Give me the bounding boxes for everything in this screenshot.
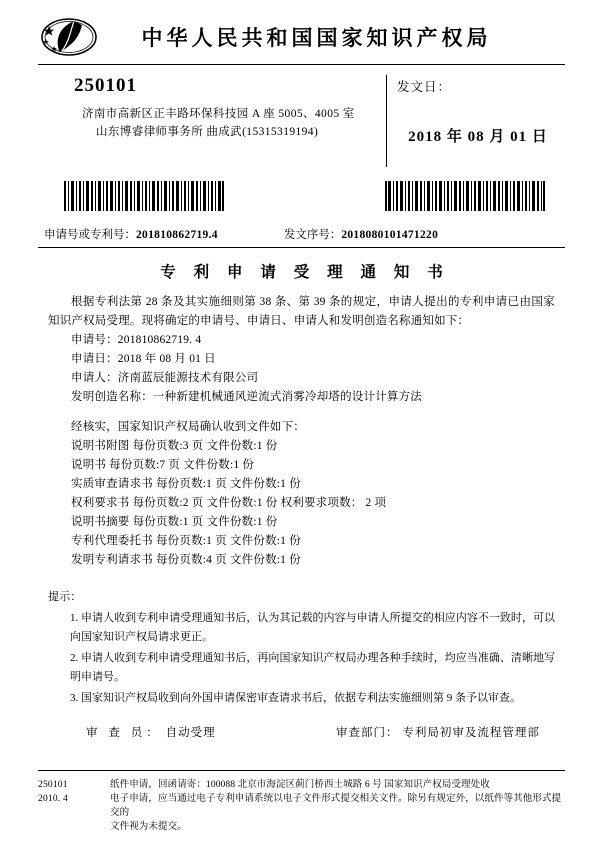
dispatch-serial-value: 2018080101471220 <box>341 229 439 241</box>
address-line-2: 山东博睿律师事务所 曲成武(15315319194) <box>96 126 319 138</box>
application-number-label: 申请号或专利号： <box>44 229 136 241</box>
examiner-field <box>38 724 336 740</box>
document-item-abstract: 说明书摘要 每份页数:1 页 文件份数:1 份 <box>71 516 278 528</box>
field-filing-date: 申请日：2018 年 08 月 01 日 <box>71 353 216 365</box>
address-zone <box>38 75 565 167</box>
issue-date-value: 2018 年 08 月 01 日 <box>408 129 548 145</box>
document-item-power-of-attorney: 专利代理委托书 每份页数:1 页 文件份数:1 份 <box>71 535 301 547</box>
field-application-number: 申请号：201810862719. 4 <box>71 334 202 346</box>
body-paragraph-1: 根据专利法第 28 条及其实施细则第 38 条、第 39 条的规定，申请人提出的专利申请已由国家知识产权局受理。现将确定的申请号、申请日、申请人和发明创造名称通知如下： <box>48 296 555 327</box>
examiner-value: 自动受理 <box>165 727 216 739</box>
notes-label: 提示： <box>48 591 82 603</box>
department-value: 专利局初审及流程管理部 <box>402 727 540 739</box>
document-footer <box>38 778 565 834</box>
numbers-row <box>38 226 565 242</box>
note-item-3: 3. 国家知识产权局收到向外国申请保密审查请求书后，依据专利法实施细则第 9 条予以审查。 <box>70 692 521 704</box>
numbers-gap <box>218 226 284 242</box>
dispatch-serial-label: 发文序号： <box>283 229 342 241</box>
department-label: 审查部门： <box>336 727 399 739</box>
national-emblem-icon <box>40 17 98 57</box>
field-applicant: 申请人：济南蓝辰能源技术有限公司 <box>71 372 259 384</box>
barcode-row <box>38 181 565 216</box>
application-number-value: 201810862719.4 <box>136 229 218 241</box>
signature-row <box>38 724 565 740</box>
issue-date-label: 发文日： <box>397 80 452 94</box>
footer-text <box>110 778 565 834</box>
org-title: 中华人民共和国国家知识产权局 <box>141 26 492 50</box>
note-item-2: 2. 申请人收到专利申请受理通知书后，再向国家知识产权局办理各种手续时，均应当准确、清晰地写明申请号。 <box>70 652 555 683</box>
document-item-drawings: 说明书附图 每份页数:3 页 文件份数:1 份 <box>71 440 278 452</box>
document-item-request-form: 发明专利请求书 每份页数:4 页 文件份数:1 份 <box>71 554 301 566</box>
footer-code-2: 2010. 4 <box>38 794 68 804</box>
address-line-1: 济南市高新区正丰路环保科技园 A 座 5005、4005 室 <box>82 108 355 120</box>
footer-text-line-2: 电子申请，应当通过电子专利申请系统以电子文件形式提交相关文件。除另有规定外，以纸件等其他形式提交的 <box>110 794 562 818</box>
footer-code-1: 250101 <box>38 780 68 790</box>
footer-text-line-1: 纸件申请，回函请寄：100088 北京市海淀区蓟门桥西土城路 6 号 国家知识产权局受理处收 <box>110 780 490 790</box>
address-block <box>38 75 376 167</box>
documents-received-lead: 经核实，国家知识产权局确认收到文件如下： <box>71 421 305 433</box>
dispatch-serial <box>284 226 438 242</box>
postal-code: 250101 <box>74 75 137 96</box>
header-divider <box>38 64 565 65</box>
application-number <box>44 226 218 242</box>
numbers-divider <box>38 247 565 248</box>
examiner-label: 审 查 员： <box>86 727 162 739</box>
department-field <box>336 724 540 740</box>
page-title: 专 利 申 请 受 理 通 知 书 <box>160 264 450 281</box>
field-invention-title: 发明创造名称：一种新建机械通风逆流式消雾冷却塔的设计计算方法 <box>71 391 422 403</box>
body-spacer <box>48 407 555 418</box>
document-item-claims: 权利要求书 每份页数:2 页 文件份数:1 份 权利要求项数： 2 项 <box>71 497 387 509</box>
issue-date-box <box>386 75 565 167</box>
footer-codes <box>38 778 110 834</box>
document-item-description: 说明书 每份页数:7 页 文件份数:1 份 <box>71 459 255 471</box>
dispatch-serial-barcode <box>385 181 545 216</box>
document-body <box>38 293 565 570</box>
footer-text-line-3: 文件视为未提交。 <box>110 822 187 832</box>
notes-section <box>38 588 565 708</box>
note-item-1: 1. 申请人收到专利申请受理通知书后，认为其记载的内容与申请人所提交的相应内容不一致时，可以向国家知识产权局请求更正。 <box>70 612 555 643</box>
document-item-examination-request: 实质审查请求书 每份页数:1 页 文件份数:1 份 <box>71 478 301 490</box>
footer-divider <box>38 770 565 771</box>
application-number-barcode <box>64 181 224 216</box>
document-header <box>38 0 565 60</box>
